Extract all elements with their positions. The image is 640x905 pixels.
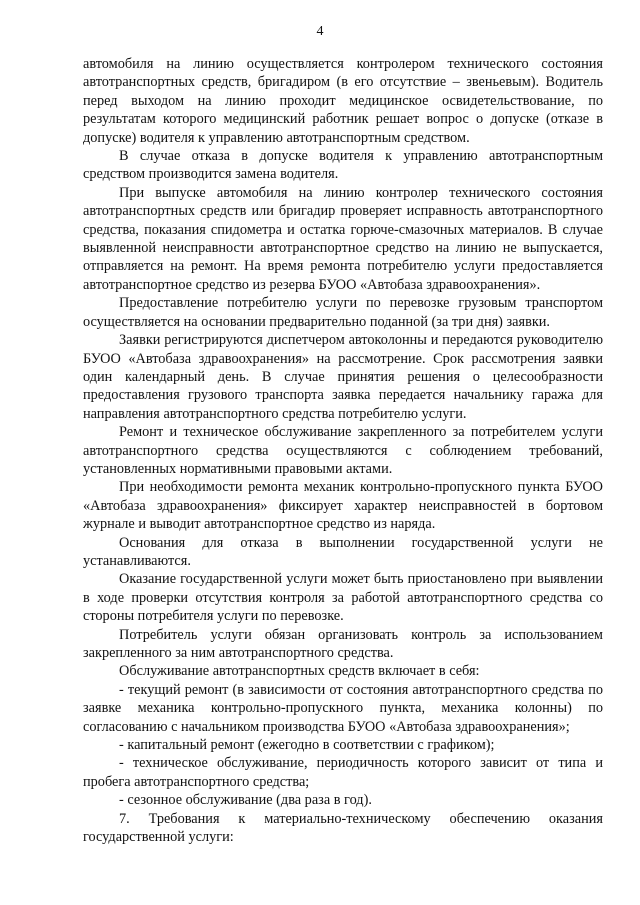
paragraph-request-registration: Заявки регистрируются диспетчером автоколонны и передаются руководителю БУОО «Автобаза здравоохранения» на рассмотрение. Срок рассмотрения заявки один календарный день. В случае принятия решения о целесообразности предоставления грузового транспорта заявка передается начальнику гаража для направления автотранспортного средства потребителю услуги. — [83, 332, 603, 422]
section-heading-requirements: 7. Требования к материально-техническому обеспечению оказания государственной услуги: — [83, 810, 603, 846]
paragraph-refusal-grounds: Основания для отказа в выполнении государственной услуги не устанавливаются. — [83, 534, 603, 569]
list-item-current-repair: - текущий ремонт (в зависимости от состояния автотранспортного средства по заявке механика контрольно-пропускного пункта, механика колонны) по согласованию с начальником производства БУОО «Автобаза здравоохранения»; — [83, 681, 603, 735]
paragraph-service-request: Предоставление потребителю услуги по перевозке грузовым транспортом осуществляется на основании предварительно поданной (за три дня) заявки. — [83, 295, 603, 330]
list-item-technical-service: - техническое обслуживание, периодичность которого зависит от типа и пробега автотранспортного средства; — [83, 755, 603, 790]
list-item-capital-repair: - капитальный ремонт (ежегодно в соответствии с графиком); — [119, 737, 495, 754]
list-item-seasonal-service: - сезонное обслуживание (два раза в год). — [119, 792, 372, 809]
paragraph-maintenance-includes: Обслуживание автотранспортных средств включает в себя: — [119, 663, 480, 680]
paragraph-driver-admission: автомобиля на линию осуществляется контролером технического состояния автотранспортных средств, бригадиром (в его отсутствие – звеньевым). Водитель перед выходом на линию проходит медицинское освидетельствование, по результатам которого медицинский работник решает вопрос о допуске (отказе в допуске) водителя к управлению автотранспортным средством. — [83, 56, 603, 146]
document-body — [83, 55, 603, 846]
paragraph-vehicle-inspection: При выпуске автомобиля на линию контролер технического состояния автотранспортных средств или бригадир проверяет исправность автотранспортного средства, показания спидометра и остатка горюче-смазочных материалов. В случае выявленной неисправности автотранспортное средство на линию не выпускается, отправляется на ремонт. На время ремонта потребителю услуги предоставляется автотранспортное средство из резерва БУОО «Автобаза здравоохранения». — [83, 184, 603, 293]
paragraph-repair-necessity: При необходимости ремонта механик контрольно-пропускного пункта БУОО «Автобаза здравоохранения» фиксирует характер неисправностей в бортовом журнале и выводит автотранспортное средство из наряда. — [83, 479, 603, 533]
page-number: 4 — [316, 24, 324, 39]
paragraph-consumer-control: Потребитель услуги обязан организовать контроль за использованием закрепленного за ним автотранспортного средства. — [83, 626, 603, 661]
paragraph-service-suspension: Оказание государственной услуги может быть приостановлено при выявлении в ходе проверки отсутствия контроля за работой автотранспортного средства со стороны потребителя услуги по перевозке. — [83, 571, 603, 625]
paragraph-repair-maintenance: Ремонт и техническое обслуживание закрепленного за потребителем услуги автотранспортного средства осуществляются с соблюдением требований, установленных нормативными правовыми актами. — [83, 424, 603, 477]
paragraph-driver-replacement: В случае отказа в допуске водителя к управлению автотранспортным средством производится замена водителя. — [83, 148, 603, 183]
